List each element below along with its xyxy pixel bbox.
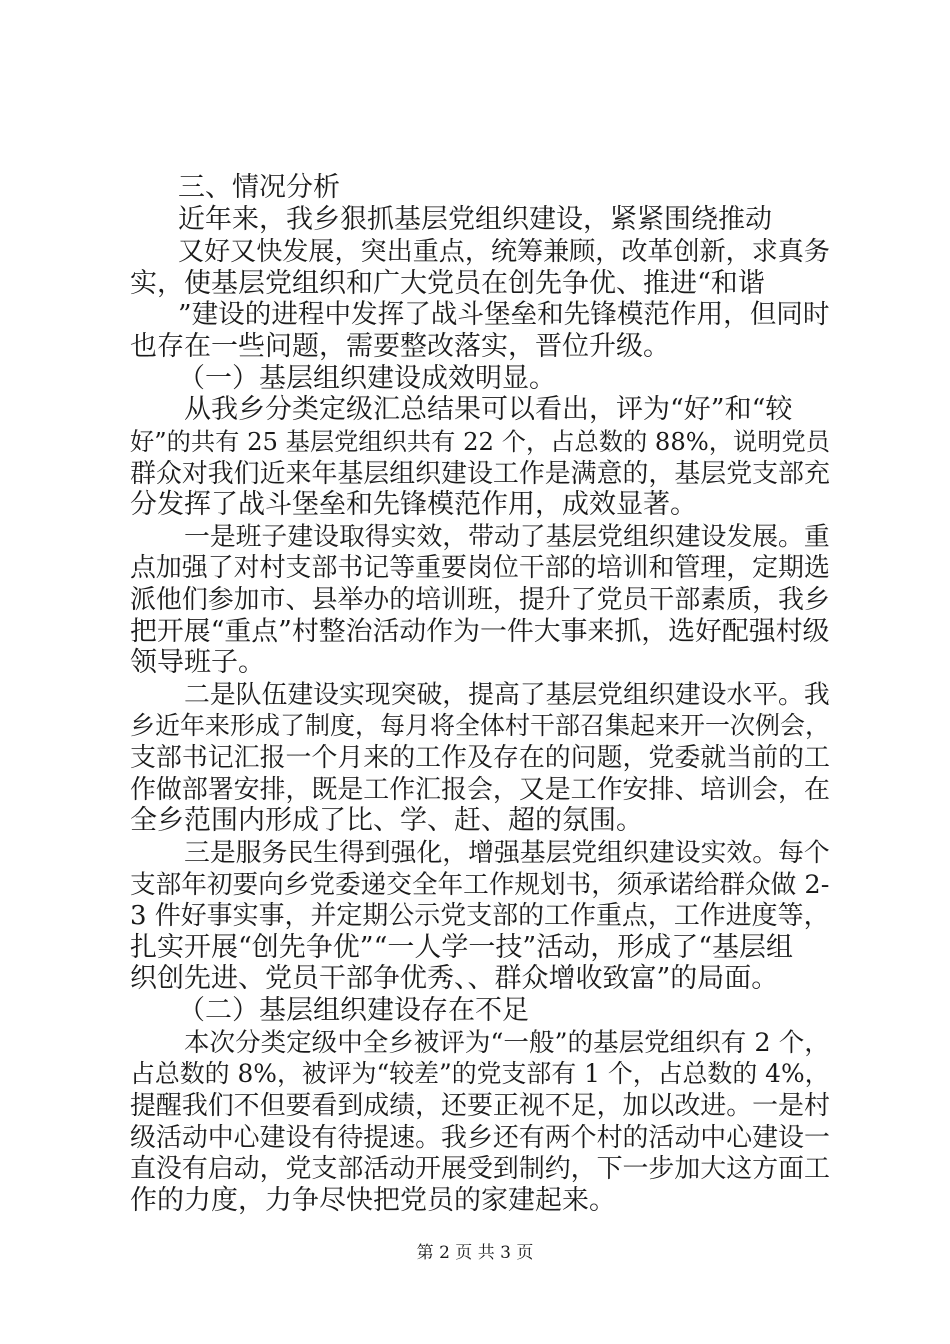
paragraph-line: 又好又快发展，突出重点，统筹兼顾，改革创新，求真务	[178, 237, 830, 268]
paragraph-line: 提醒我们不但要看到成绩，还要正视不足，加以改进。一是村	[130, 1090, 830, 1121]
paragraph-line: 全乡范围内形成了比、学、赶、超的氛围。	[130, 805, 643, 837]
paragraph-line: 织创先进、党员干部争优秀、、群众增收致富”的局面。	[130, 963, 779, 995]
paragraph-line: ”建设的进程中发挥了战斗堡垒和先锋模范作用，但同时	[178, 299, 830, 331]
paragraph-line: 把开展“重点”村整治活动作为一件大事来抓，选好配强村级	[130, 615, 830, 647]
subsection-heading: （二）基层组织建设存在不足	[178, 995, 529, 1027]
paragraph-line: 本次分类定级中全乡被评为“一般”的基层党组织有 2 个，	[184, 1027, 830, 1058]
paragraph-line: 扎实开展“创先争优”“一人学一技”活动，形成了“基层组	[130, 931, 794, 963]
paragraph-line: 作做部署安排，既是工作汇报会，又是工作安排、培训会，在	[130, 774, 830, 805]
paragraph-line: 支部书记汇报一个月来的工作及存在的问题，党委就当前的工	[130, 743, 830, 774]
subsection-heading: （一）基层组织建设成效明显。	[178, 362, 556, 394]
paragraph-line: 从我乡分类定级汇总结果可以看出，评为“好”和“较	[184, 394, 793, 426]
page-footer: 第 2 页 共 3 页	[416, 1243, 534, 1263]
paragraph-line: 作的力度，力争尽快把党员的家建起来。	[130, 1184, 616, 1216]
paragraph-line: 三是服务民生得到强化，增强基层党组织建设实效。每个	[184, 837, 830, 868]
paragraph-line: 乡近年来形成了制度，每月将全体村干部召集起来开一次例会，	[130, 711, 831, 741]
paragraph-line: 分发挥了战斗堡垒和先锋模范作用，成效显著。	[130, 489, 697, 521]
paragraph-line: 实，使基层党组织和广大党员在创先争优、推进“和谐	[130, 267, 765, 299]
paragraph-line: 3 件好事实事，并定期公示党支部的工作重点，工作进度等，	[130, 901, 830, 932]
paragraph-line: 派他们参加市、县举办的培训班，提升了党员干部素质，我乡	[130, 584, 830, 615]
paragraph-line: 领导班子。	[130, 647, 265, 679]
section-heading: 三、情况分析	[178, 172, 340, 203]
paragraph-line: 群众对我们近来年基层组织建设工作是满意的，基层党支部充	[130, 458, 830, 489]
paragraph-line: 级活动中心建设有待提速。我乡还有两个村的活动中心建设一	[130, 1122, 830, 1153]
paragraph-line: 近年来，我乡狠抓基层党组织建设，紧紧围绕推动	[178, 203, 772, 235]
paragraph-line: 点加强了对村支部书记等重要岗位干部的培训和管理，定期选	[130, 553, 830, 584]
paragraph-line: 也存在一些问题，需要整改落实，晋位升级。	[130, 331, 670, 363]
paragraph-line: 占总数的 8%，被评为“较差”的党支部有 1 个，占总数的 4%，	[130, 1059, 830, 1089]
paragraph-line: 支部年初要向乡党委递交全年工作规划书，须承诺给群众做 2-	[130, 869, 830, 900]
paragraph-line: 直没有启动，党支部活动开展受到制约，下一步加大这方面工	[130, 1154, 830, 1185]
paragraph-line: 二是队伍建设实现突破，提高了基层党组织建设水平。我	[184, 679, 830, 710]
paragraph-line: 好”的共有 25 基层党组织共有 22 个，占总数的 88%，说明党员	[130, 426, 831, 456]
paragraph-line: 一是班子建设取得实效，带动了基层党组织建设发展。重	[184, 521, 830, 552]
